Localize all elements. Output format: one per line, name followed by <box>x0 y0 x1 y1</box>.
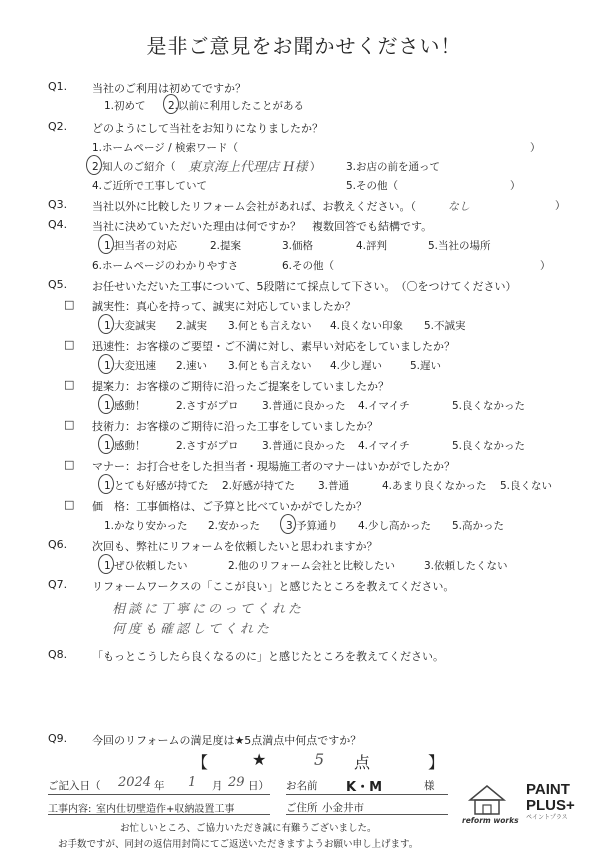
q7-question: リフォームワークスの「ここが良い」と感じたところを教えてください。 <box>92 580 455 593</box>
q5-proposal-opt-3[interactable]: 3.普通に良かった <box>262 400 346 412</box>
q5-proposal-opt-5[interactable]: 5.良くなかった <box>452 400 526 412</box>
q6-option-1[interactable]: 1.ぜひ依頼したい <box>104 560 188 572</box>
q6-question: 次回も、弊社にリフォームを依頼したいと思われますか？ <box>92 540 378 553</box>
work-underline <box>48 814 270 815</box>
q5-item-skill: 技術力：お客様のご期待に沿った工事をしていましたか？ <box>92 420 378 433</box>
date-year: 2024 <box>118 775 152 790</box>
date-label: ご記入日（ <box>48 780 101 792</box>
paint-plus-sub: ペイントプラス <box>526 814 568 821</box>
q2-handwritten-referrer: 東京海上代理店 H様 <box>188 160 308 175</box>
q5-item-sincerity: 誠実性：真心を持って、誠実に対応していましたか？ <box>92 300 356 313</box>
name-label: お名前 <box>286 780 318 792</box>
return-note: お手数ですが、同封の返信用封筒にてご返送いただきますようお願い申し上げます。 <box>58 839 419 850</box>
answer-circle <box>86 155 102 175</box>
date-year-unit: 年 <box>154 780 165 792</box>
score-bracket-right: 】 <box>428 753 445 772</box>
address-value: 小金井市 <box>322 802 364 814</box>
checkbox[interactable]: □ <box>64 498 75 511</box>
q5-skill-opt-3[interactable]: 3.普通に良かった <box>262 440 346 452</box>
q5-speed-opt-3[interactable]: 3.何とも言えない <box>228 360 312 372</box>
checkbox[interactable]: □ <box>64 298 75 311</box>
q2-option-1[interactable]: 1.ホームページ / 検索ワード（ <box>92 142 239 154</box>
work-content: 室内仕切壁造作+収納設置工事 <box>96 804 235 815</box>
star-icon: ★ <box>252 750 267 769</box>
answer-circle <box>280 514 296 534</box>
date-underline <box>48 794 270 795</box>
q7-handwritten-line-2: 何度も確認してくれた <box>112 622 273 637</box>
q5-speed-opt-2[interactable]: 2.速い <box>176 360 208 372</box>
q4-option-5[interactable]: 5.当社の場所 <box>428 240 491 252</box>
score-bracket-left: 【 <box>192 753 209 772</box>
q2-option-3[interactable]: 3.お店の前を通って <box>346 161 441 173</box>
date-day-unit: 日） <box>248 780 269 792</box>
answer-circle <box>98 474 114 494</box>
date-month-unit: 月 <box>212 780 223 792</box>
q2-option-5[interactable]: 5.その他（ <box>346 180 399 192</box>
q6-option-3[interactable]: 3.依頼したくない <box>424 560 508 572</box>
q5-sincerity-opt-4[interactable]: 4.良くない印象 <box>330 320 404 332</box>
q2-option-4[interactable]: 4.ご近所で工事していて <box>92 180 208 192</box>
answer-circle <box>98 434 114 454</box>
q4-paren-close: ） <box>540 260 551 272</box>
score-unit: 点 <box>354 753 371 772</box>
answer-circle <box>98 554 114 574</box>
q6-number: Q6. <box>48 538 68 551</box>
q7-handwritten-line-1: 相談に丁寧にのってくれた <box>112 602 304 617</box>
paint-plus-word-2: PLUS+ <box>526 797 575 814</box>
name-honorific: 様 <box>424 780 435 792</box>
q5-speed-opt-4[interactable]: 4.少し遅い <box>330 360 383 372</box>
q3-handwritten-answer: なし <box>448 200 470 213</box>
q9-question: 今回のリフォームの満足度は★5点満点中何点ですか？ <box>92 734 362 747</box>
q5-sincerity-opt-2[interactable]: 2.誠実 <box>176 320 208 332</box>
q4-option-7[interactable]: 6.その他（ <box>282 260 335 272</box>
q5-question: お任せいただいた工事について、5段階にて採点して下さい。 （〇をつけてください） <box>92 280 517 293</box>
q2-paren-close-2: ） <box>310 161 321 173</box>
q5-price-opt-2[interactable]: 2.安かった <box>208 520 261 532</box>
q1-number: Q1. <box>48 80 68 93</box>
q5-skill-opt-2[interactable]: 2.さすがプロ <box>176 440 239 452</box>
q4-option-2[interactable]: 2.提案 <box>210 240 242 252</box>
q5-manners-opt-1[interactable]: 1.とても好感が持てた <box>104 480 209 492</box>
q4-option-3[interactable]: 3.価格 <box>282 240 314 252</box>
reform-works-logo <box>460 782 519 832</box>
q5-item-manners: マナー：お打合せをした担当者・現場施工者のマナーはいかがでしたか？ <box>92 460 455 473</box>
q1-option-2[interactable]: 2.以前に利用したことがある <box>168 100 305 112</box>
q3-number: Q3. <box>48 198 68 211</box>
answer-circle <box>98 234 114 254</box>
checkbox[interactable]: □ <box>64 418 75 431</box>
checkbox[interactable]: □ <box>64 458 75 471</box>
q2-number: Q2. <box>48 120 68 133</box>
q5-item-speed: 迅速性：お客様のご要望・ご不満に対し、素早い対応をしていましたか？ <box>92 340 455 353</box>
q5-manners-opt-2[interactable]: 2.好感が持てた <box>222 480 296 492</box>
address-underline <box>286 814 448 815</box>
q2-paren-close-3: ） <box>510 180 521 192</box>
answer-circle <box>98 354 114 374</box>
q2-paren-close: ） <box>530 142 541 154</box>
page-title: 是非ご意見をお聞かせください！ <box>146 34 462 58</box>
q5-skill-opt-1[interactable]: 1.感動！ <box>104 440 146 452</box>
date-day: 29 <box>228 775 245 790</box>
reform-works-text: reform works <box>462 816 519 825</box>
q5-sincerity-opt-3[interactable]: 3.何とも言えない <box>228 320 312 332</box>
q4-question: 当社に決めていただいた理由は何ですか？ 複数回答でも結構です。 <box>92 220 433 233</box>
paint-plus-logo <box>526 782 598 832</box>
paint-plus-word-1: PAINT <box>526 781 570 798</box>
q5-manners-opt-3[interactable]: 3.普通 <box>318 480 350 492</box>
checkbox[interactable]: □ <box>64 338 75 351</box>
q5-item-price: 価 格：工事価格は、ご予算と比べていかがでしたか？ <box>92 500 367 513</box>
q5-proposal-opt-1[interactable]: 1.感動！ <box>104 400 146 412</box>
q4-option-4[interactable]: 4.評判 <box>356 240 388 252</box>
q5-speed-opt-5[interactable]: 5.遅い <box>410 360 442 372</box>
date-month: 1 <box>188 775 197 790</box>
q5-skill-opt-4[interactable]: 4.イマイチ <box>358 440 410 452</box>
q4-option-1[interactable]: 1.担当者の対応 <box>104 240 178 252</box>
work-label: 工事内容: <box>48 804 92 815</box>
q1-question: 当社のご利用は初めてですか？ <box>92 82 246 95</box>
q6-option-2[interactable]: 2.他のリフォーム会社と比較したい <box>228 560 395 572</box>
q7-number: Q7. <box>48 578 68 591</box>
q5-manners-opt-4[interactable]: 4.あまり良くなかった <box>382 480 487 492</box>
house-icon <box>460 782 514 816</box>
checkbox[interactable]: □ <box>64 378 75 391</box>
score-handwritten: 5 <box>314 750 325 769</box>
customer-name: K・M <box>346 780 383 795</box>
q3-question: 当社以外に比較したリフォーム会社があれば、お教えください。（ <box>92 200 416 213</box>
q4-number: Q4. <box>48 218 68 231</box>
q2-question: どのようにして当社をお知りになりましたか？ <box>92 122 323 135</box>
q5-number: Q5. <box>48 278 68 291</box>
q5-price-opt-4[interactable]: 4.少し高かった <box>358 520 432 532</box>
q1-option-1[interactable]: 1.初めて <box>104 100 146 112</box>
q4-option-6[interactable]: 6.ホームページのわかりやすさ <box>92 260 239 272</box>
q5-manners-opt-5[interactable]: 5.良くない <box>500 480 553 492</box>
answer-circle <box>98 314 114 334</box>
q8-number: Q8. <box>48 648 68 661</box>
q5-sincerity-opt-1[interactable]: 1.大変誠実 <box>104 320 157 332</box>
q3-paren-close: ） <box>555 200 566 212</box>
answer-circle <box>98 394 114 414</box>
address-label: ご住所 <box>286 802 318 814</box>
q5-speed-opt-1[interactable]: 1.大変迅速 <box>104 360 157 372</box>
answer-circle <box>163 94 179 114</box>
q5-proposal-opt-4[interactable]: 4.イマイチ <box>358 400 410 412</box>
q9-number: Q9. <box>48 732 68 745</box>
q2-option-2[interactable]: 2.知人のご紹介（ <box>92 161 176 173</box>
q5-skill-opt-5[interactable]: 5.良くなかった <box>452 440 526 452</box>
q8-question: 「もっとこうしたら良くなるのに」と感じたところを教えてください。 <box>92 650 444 663</box>
name-underline <box>286 794 448 795</box>
q5-proposal-opt-2[interactable]: 2.さすがプロ <box>176 400 239 412</box>
q5-sincerity-opt-5[interactable]: 5.不誠実 <box>424 320 466 332</box>
q5-item-proposal: 提案力：お客様のご期待に沿ったご提案をしていましたか？ <box>92 380 389 393</box>
q5-price-opt-5[interactable]: 5.高かった <box>452 520 505 532</box>
q5-price-opt-1[interactable]: 1.かなり安かった <box>104 520 188 532</box>
thank-you-note: お忙しいところ、ご協力いただき誠に有難うございました。 <box>120 823 377 834</box>
q5-price-opt-3[interactable]: 3.予算通り <box>286 520 339 532</box>
